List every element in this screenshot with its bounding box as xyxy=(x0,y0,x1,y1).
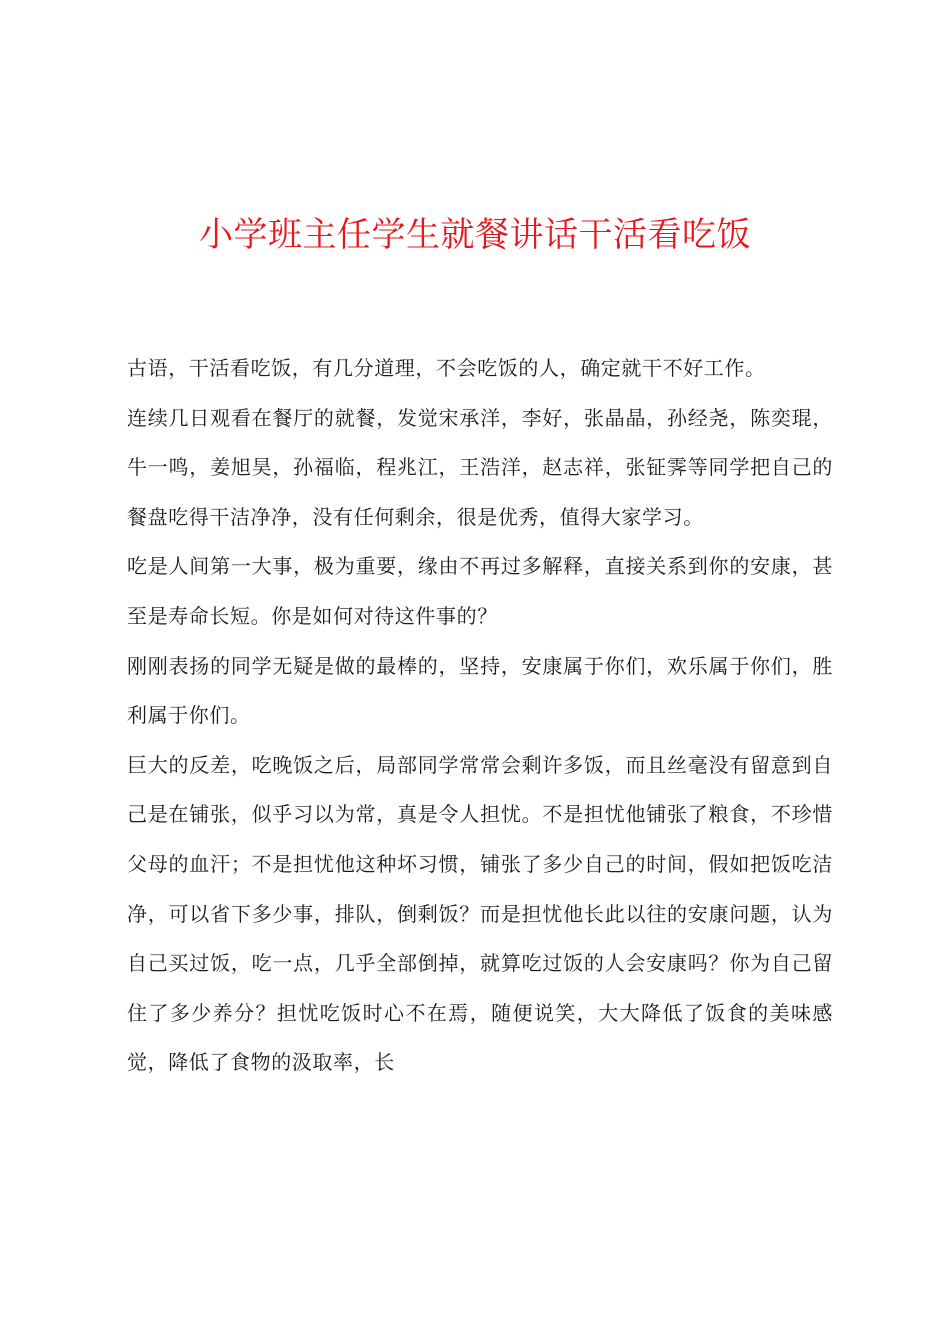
document-body xyxy=(127,344,833,1088)
paragraph: 巨大的反差，吃晚饭之后，局部同学常常会剩许多饭，而且丝毫没有留意到自己是在铺张，似乎习以为常，真是令人担忧。不是担忧他铺张了粮食，不珍惜父母的血汗；不是担忧他这种坏习惯，铺张了多少自己的时间，假如把饭吃洁净，可以省下多少事，排队，倒剩饭？而是担忧他长此以往的安康问题，认为自己买过饭，吃一点，几乎全部倒掉，就算吃过饭的人会安康吗？你为自己留住了多少养分？担忧吃饭时心不在焉，随便说笑，大大降低了饭食的美味感觉，降低了食物的汲取率，长 xyxy=(127,752,833,1075)
paragraph: 刚刚表扬的同学无疑是做的最棒的，坚持，安康属于你们，欢乐属于你们，胜利属于你们。 xyxy=(127,653,833,728)
document-title: 小学班主任学生就餐讲话干活看吃饭 xyxy=(199,215,751,255)
paragraph: 古语，干活看吃饭，有几分道理，不会吃饭的人，确定就干不好工作。 xyxy=(127,356,766,380)
paragraph: 吃是人间第一大事，极为重要，缘由不再过多解释，直接关系到你的安康，甚至是寿命长短。你是如何对待这件事的？ xyxy=(127,554,833,628)
paragraph: 连续几日观看在餐厅的就餐，发觉宋承洋，李好，张晶晶，孙经尧，陈奕琨，牛一鸣，姜旭昊，孙福临，程兆江，王浩洋，赵志祥，张钲霁等同学把自己的餐盘吃得干洁净净，没有任何剩余，很是优秀，值得大家学习。 xyxy=(127,405,833,529)
